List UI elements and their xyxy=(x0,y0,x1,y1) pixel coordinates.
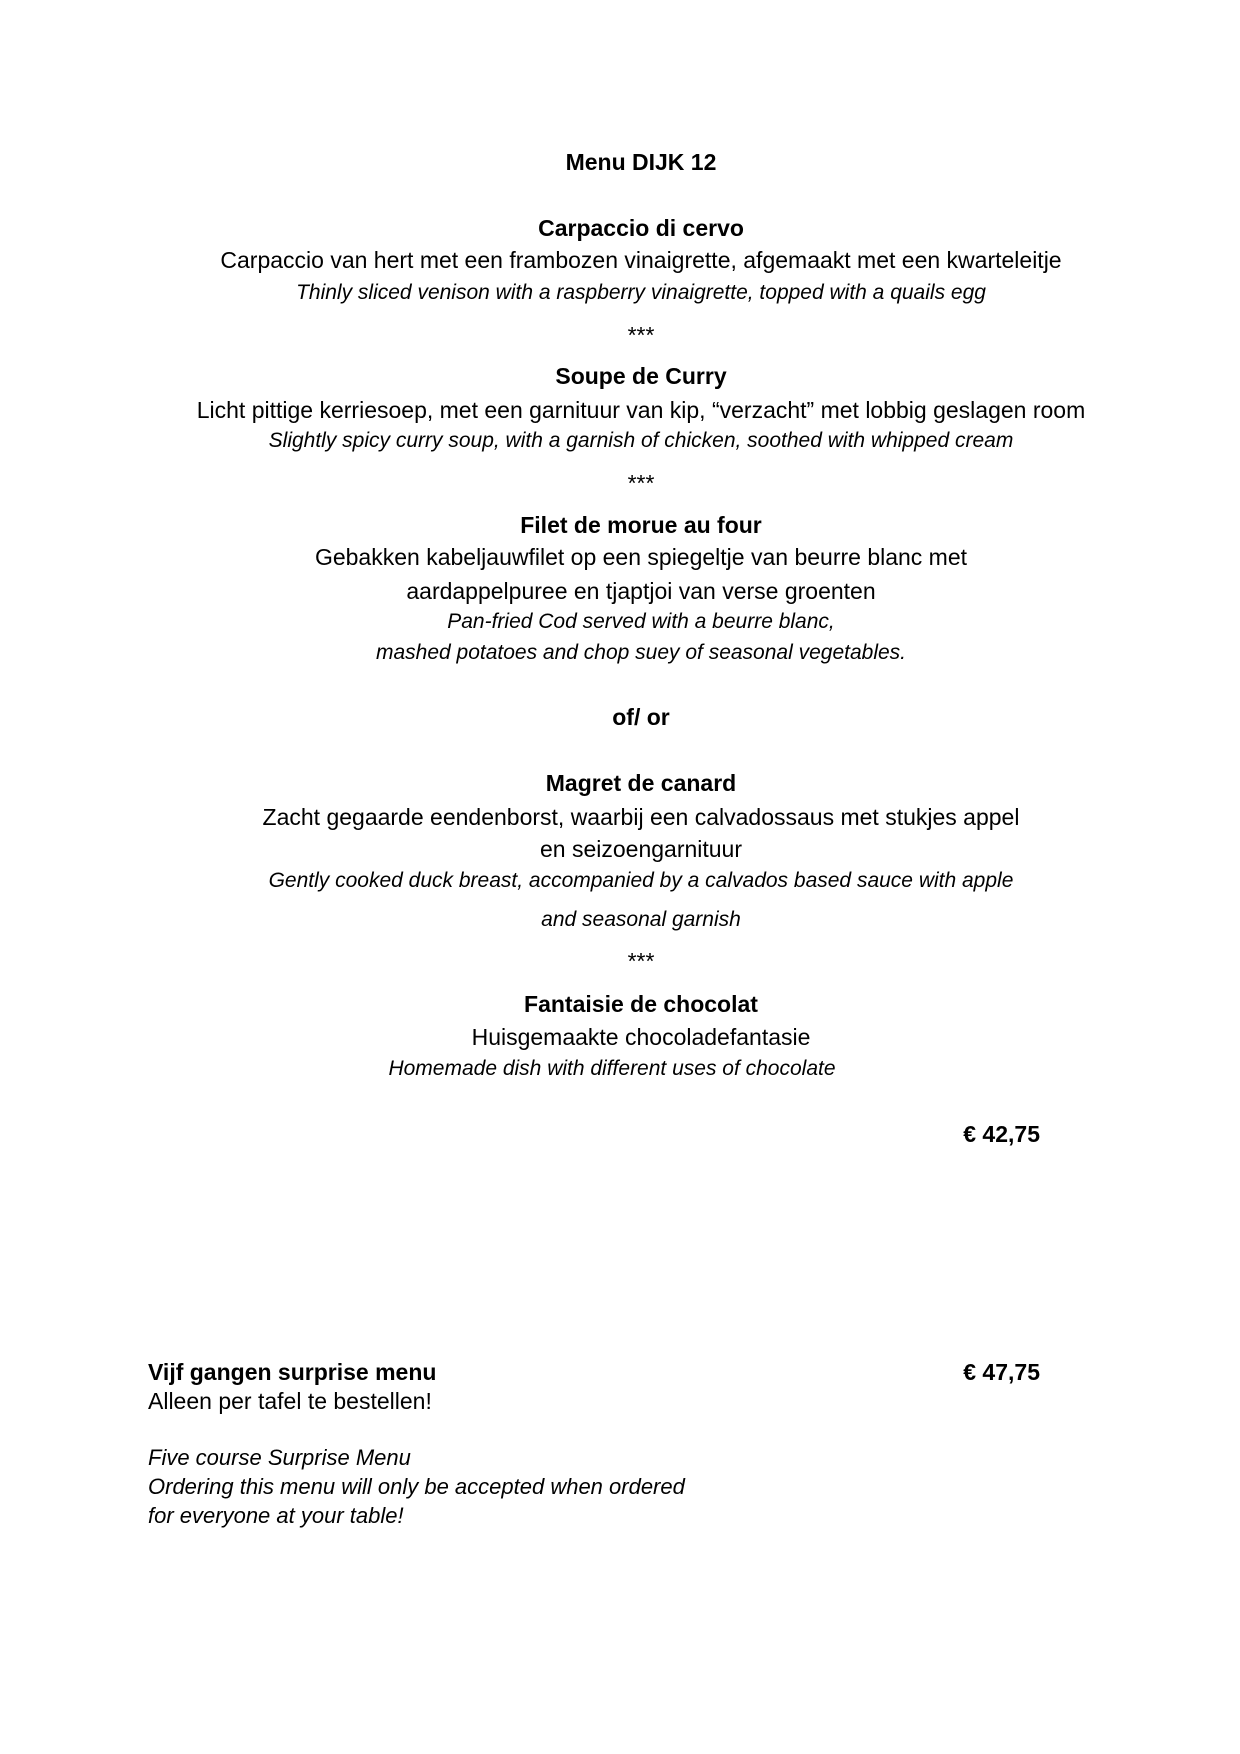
page-title: Menu DIJK 12 xyxy=(565,149,717,175)
course-description-english: and seasonal garnish xyxy=(541,908,741,931)
course-title: Filet de morue au four xyxy=(520,512,762,538)
course-description-english: Slightly spicy curry soup, with a garnish of chicken, soothed with whipped cream xyxy=(268,429,1014,452)
course-description-dutch: en seizoengarnituur xyxy=(539,836,743,862)
course-description-dutch: Huisgemaakte chocoladefantasie xyxy=(471,1024,811,1050)
course-title: Magret de canard xyxy=(545,770,737,796)
course-description-dutch: Licht pittige kerriesoep, met een garnituur van kip, “verzacht” met lobbig geslagen room xyxy=(196,397,1086,423)
course-description-dutch: Carpaccio van hert met een frambozen vinaigrette, afgemaakt met een kwarteleitje xyxy=(220,247,1062,273)
surprise-menu-title: Vijf gangen surprise menu xyxy=(148,1359,437,1385)
surprise-menu-price: € 47,75 xyxy=(963,1359,1040,1385)
surprise-menu-english: Five course Surprise Menu xyxy=(148,1445,411,1470)
course-description-dutch: Gebakken kabeljauwfilet op een spiegeltje van beurre blanc met xyxy=(314,544,968,570)
course-title: Soupe de Curry xyxy=(555,363,727,389)
course-title: Carpaccio di cervo xyxy=(538,215,744,241)
course-description-english: mashed potatoes and chop suey of seasonal vegetables. xyxy=(375,641,907,664)
course-description-english: Homemade dish with different uses of chocolate xyxy=(388,1057,836,1080)
menu-price: € 42,75 xyxy=(963,1121,1040,1147)
alternative-label: of/ or xyxy=(612,704,670,730)
course-description-dutch: Zacht gegaarde eendenborst, waarbij een calvadossaus met stukjes appel xyxy=(262,804,1020,830)
surprise-menu-english: for everyone at your table! xyxy=(148,1503,404,1528)
separator: *** xyxy=(627,470,655,496)
course-title: Fantaisie de chocolat xyxy=(524,991,758,1017)
course-description-english: Thinly sliced venison with a raspberry vinaigrette, topped with a quails egg xyxy=(296,281,986,304)
separator: *** xyxy=(627,322,655,348)
separator: *** xyxy=(627,948,655,974)
course-description-english: Pan-fried Cod served with a beurre blanc, xyxy=(447,610,835,633)
course-description-dutch: aardappelpuree en tjaptjoi van verse groenten xyxy=(406,578,876,604)
surprise-menu-english: Ordering this menu will only be accepted when ordered xyxy=(148,1474,685,1499)
surprise-menu-note: Alleen per tafel te bestellen! xyxy=(148,1388,432,1414)
course-description-english: Gently cooked duck breast, accompanied by a calvados based sauce with apple xyxy=(268,869,1014,892)
